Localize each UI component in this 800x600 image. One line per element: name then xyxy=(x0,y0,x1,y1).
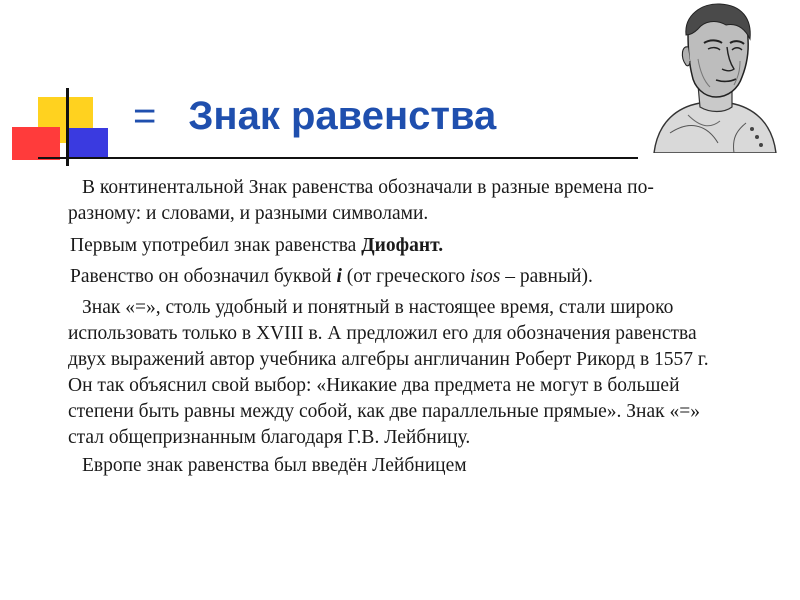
title-underline xyxy=(38,157,638,159)
paragraph-3-text-c: – равный). xyxy=(500,266,593,287)
paragraph-5: Европе знак равенства был введён Лейбницем xyxy=(82,455,467,476)
title-equals-symbol: = xyxy=(133,94,157,138)
decorative-squares xyxy=(0,0,130,170)
letter-i: i xyxy=(336,266,342,287)
deco-square-red xyxy=(12,127,60,160)
slide-body xyxy=(68,175,728,479)
paragraph-3 xyxy=(68,264,728,290)
title-text: Знак равенства xyxy=(188,94,497,138)
word-isos: isos xyxy=(470,266,501,287)
paragraph-3-text-b: (от греческого xyxy=(341,266,471,287)
deco-vertical-line xyxy=(66,88,69,166)
paragraph-1: В континентальной Знак равенства обозначали в разные времена по- разному: и словами, и разными символами. xyxy=(68,177,654,224)
deco-square-blue xyxy=(68,128,108,158)
diophantus-name: Диофант. xyxy=(361,235,444,256)
slide-title xyxy=(133,94,496,139)
paragraph-2-text: Первым употребил знак равенства xyxy=(70,235,362,256)
paragraph-4: Знак «=», столь удобный и понятный в настоящее время, стали широко использовать только в XVIII в. А предложил его для обозначения равенства двух выражений автор учебника алгебры англичанин Роберт Рикорд в 1557 г. Он так объяснил свой выбор: «Никакие два предмета не могут в большей степени быть равны между собой, как две параллельные прямые». Знак «=» стал общепризнанным благодаря Г.В. Лейбницу. xyxy=(68,297,709,448)
paragraph-2 xyxy=(68,233,728,259)
paragraph-3-text-a: Равенство он обозначил буквой xyxy=(70,266,337,287)
portrait-illustration xyxy=(648,3,780,153)
